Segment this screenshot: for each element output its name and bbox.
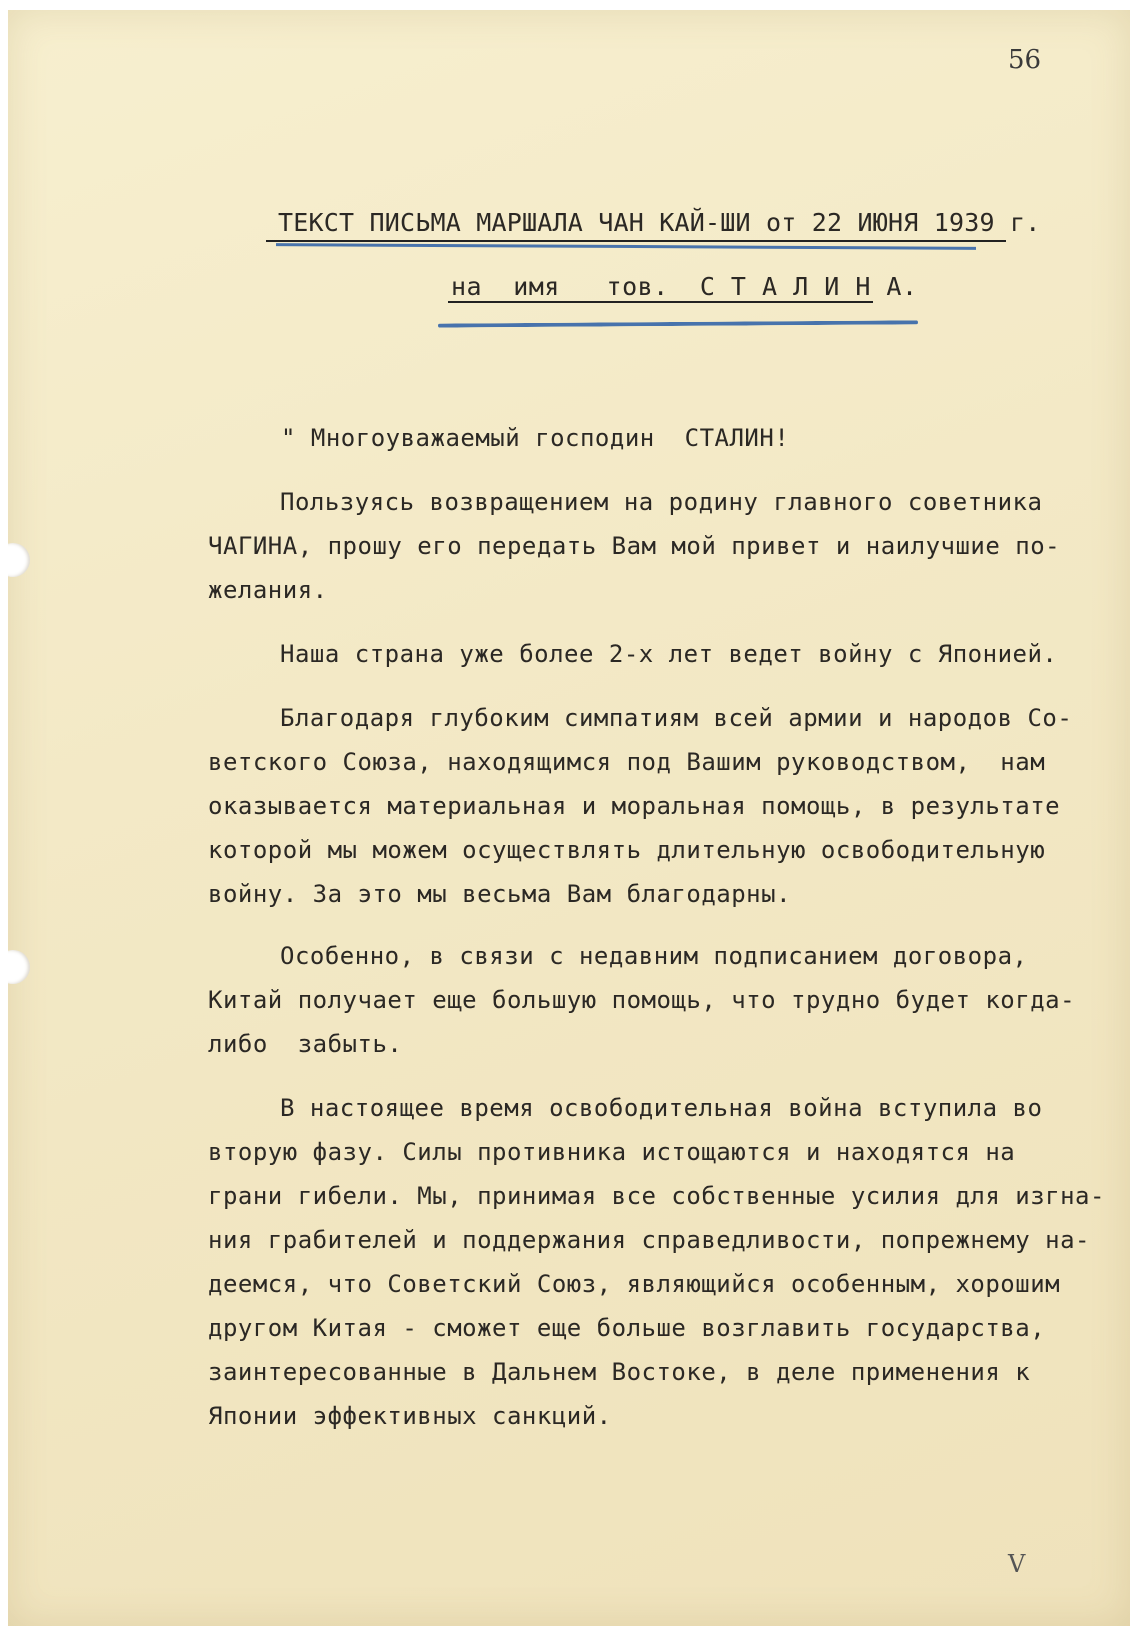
check-mark: V xyxy=(1008,1550,1026,1578)
paragraph-line: Особенно, в связи с недавним подписанием договора, xyxy=(280,942,1028,970)
paragraph-line: другом Китая - сможет еще больше возглавить государства, xyxy=(208,1314,1046,1342)
paragraph-line: грани гибели. Мы, принимая все собственные усилия для изгна- xyxy=(208,1182,1105,1210)
paragraph-line: ЧАГИНА, прошу его передать Вам мой привет и наилучшие по- xyxy=(208,532,1061,560)
paragraph-line: Пользуясь возвращением на родину главного советника xyxy=(280,488,1043,516)
paragraph-line: оказывается материальная и моральная помощь, в результате xyxy=(208,792,1061,820)
letter-subtitle: на имя тов. С Т А Л И Н А. xyxy=(451,272,918,301)
document-page xyxy=(8,10,1130,1626)
paragraph-line: которой мы можем осуществлять длительную освободительную xyxy=(208,836,1046,864)
paragraph-line: Наша страна уже более 2-х лет ведет войну с Японией. xyxy=(280,640,1058,668)
paragraph-line: Японии эффективных санкций. xyxy=(208,1402,612,1430)
paragraph-line: желания. xyxy=(208,576,328,604)
paragraph-line: войну. За это мы весьма Вам благодарны. xyxy=(208,880,792,908)
title-underline xyxy=(266,240,1006,242)
blue-pencil-underline xyxy=(438,320,918,327)
paragraph-line: либо забыть. xyxy=(208,1030,403,1058)
subtitle-underline xyxy=(448,301,873,303)
paragraph-line: Благодаря глубоким симпатиям всей армии и народов Со- xyxy=(280,704,1073,732)
paragraph-line: вторую фазу. Силы противника истощаются и находятся на xyxy=(208,1138,1016,1166)
paragraph-line: Китай получает еще большую помощь, что трудно будет когда- xyxy=(208,986,1076,1014)
punch-hole xyxy=(8,543,30,577)
paragraph-line: ния грабителей и поддержания справедливости, попрежнему на- xyxy=(208,1226,1091,1254)
paragraph-line: В настоящее время освободительная война вступила во xyxy=(280,1094,1043,1122)
letter-title: ТЕКСТ ПИСЬМА МАРШАЛА ЧАН КАЙ-ШИ от 22 ИЮНЯ 1939 г. xyxy=(278,208,1041,237)
blue-pencil-underline xyxy=(276,243,976,250)
punch-hole xyxy=(8,950,30,984)
salutation: " Многоуважаемый господин СТАЛИН! xyxy=(281,424,790,452)
paragraph-line: ветского Союза, находящимся под Вашим руководством, нам xyxy=(208,748,1046,776)
paragraph-line: заинтересованные в Дальнем Востоке, в деле применения к xyxy=(208,1358,1031,1386)
paragraph-line: деемся, что Советский Союз, являющийся особенным, хорошим xyxy=(208,1270,1061,1298)
page-number: 56 xyxy=(1008,45,1042,75)
